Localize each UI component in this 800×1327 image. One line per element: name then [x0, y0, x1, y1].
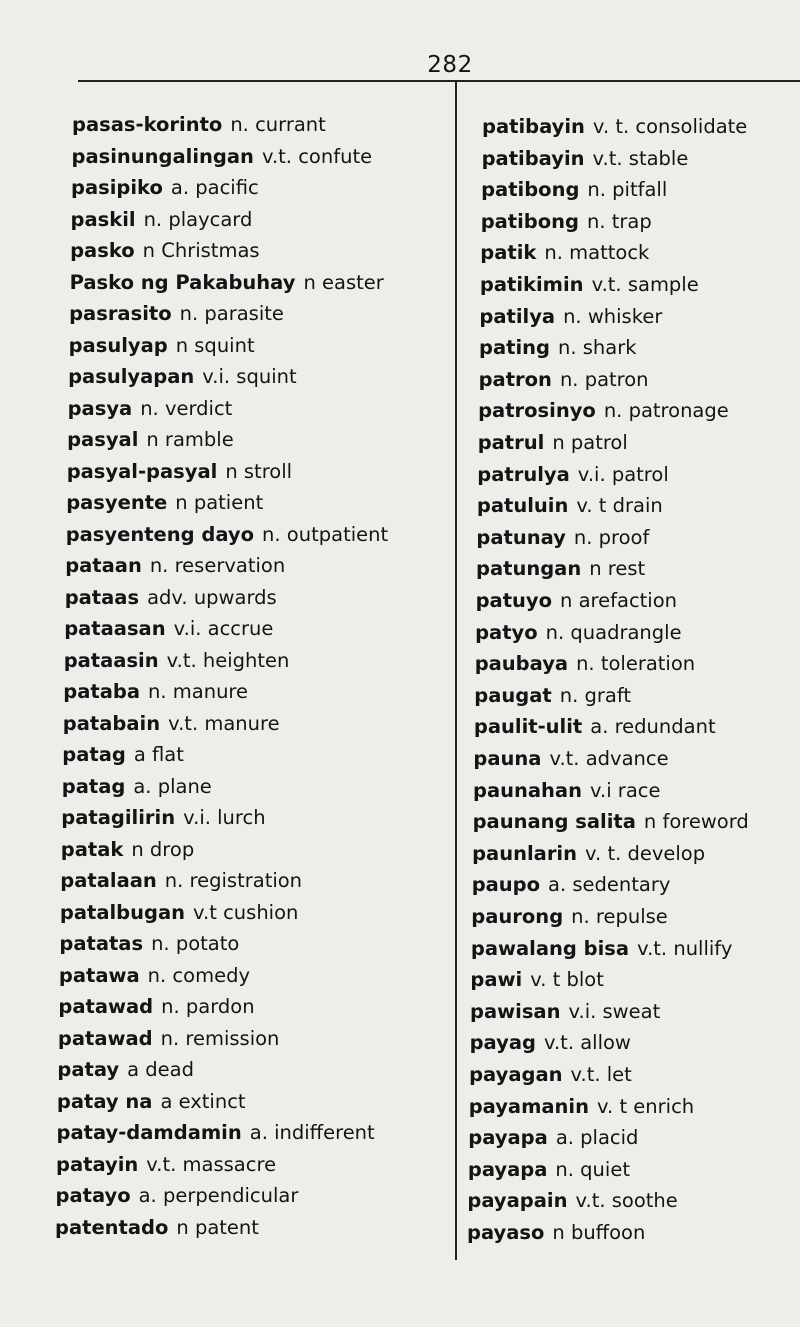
entry-definition: n. playcard [143, 207, 253, 231]
entry-headword: pataan [65, 554, 142, 577]
dictionary-entry [69, 301, 284, 327]
entry-headword: payag [469, 1031, 536, 1055]
entry-definition: v. t. consolidate [592, 115, 748, 138]
entry-definition: v.t. confute [261, 144, 373, 168]
entry-headword: patagilirin [61, 806, 176, 829]
entry-headword: patawad [57, 1026, 153, 1050]
entry-headword: paugat [474, 683, 552, 707]
entry-headword: pataas [64, 585, 140, 609]
entry-headword: patibayin [482, 115, 585, 138]
dictionary-entry [476, 588, 677, 614]
entry-definition: a. redundant [590, 715, 716, 739]
entry-headword: pauna [473, 747, 542, 770]
entry-headword: paunang salita [472, 810, 636, 834]
dictionary-entry [57, 1120, 375, 1146]
dictionary-entry [476, 525, 649, 551]
entry-headword: pataasan [64, 617, 166, 640]
entry-headword: paunahan [473, 778, 582, 802]
entry-headword: patak [60, 837, 124, 861]
dictionary-entry [66, 490, 263, 516]
dictionary-entry [68, 364, 297, 390]
entry-headword: patilya [479, 304, 556, 328]
dictionary-entry [470, 999, 660, 1025]
entry-headword: pasipiko [71, 176, 163, 199]
entry-definition: n drop [131, 837, 195, 861]
entry-headword: paurong [471, 905, 564, 928]
dictionary-entry [62, 774, 212, 800]
dictionary-entry [60, 900, 299, 926]
entry-definition: v.t. nullify [637, 936, 733, 960]
entry-definition: n. patronage [603, 399, 729, 423]
dictionary-entry [479, 304, 662, 330]
entry-definition: n. shark [557, 336, 637, 360]
dictionary-entry [470, 1030, 631, 1056]
entry-headword: patrul [477, 431, 545, 454]
entry-definition: a extinct [160, 1089, 246, 1113]
entry-headword: patag [61, 774, 126, 798]
column-divider [455, 80, 457, 1260]
dictionary-entry [477, 493, 663, 519]
entry-definition: n arefaction [560, 589, 678, 612]
dictionary-entry [480, 272, 699, 298]
entry-definition: n. quiet [555, 1157, 630, 1181]
entry-definition: v.t. advance [549, 747, 669, 770]
entry-headword: patibayin [481, 146, 585, 170]
dictionary-entry [469, 1094, 694, 1120]
entry-definition: n patent [176, 1215, 259, 1239]
entry-definition: n. remission [160, 1026, 280, 1050]
dictionary-entry [482, 114, 747, 140]
entry-headword: patawa [58, 963, 140, 987]
entry-headword: pasyenteng dayo [65, 522, 255, 546]
entry-definition: n squint [175, 333, 255, 357]
entry-definition: v.t. massacre [146, 1152, 277, 1176]
dictionary-entry [72, 144, 373, 170]
dictionary-entry [70, 238, 259, 264]
entry-definition: n easter [303, 270, 384, 294]
dictionary-entry [476, 556, 645, 582]
entry-definition: n stroll [225, 459, 293, 483]
entry-headword: patabain [62, 711, 161, 735]
entry-definition: n. pitfall [587, 178, 668, 202]
entry-headword: patibong [480, 209, 580, 233]
dictionary-entry [61, 805, 265, 831]
dictionary-entry [63, 711, 280, 737]
entry-definition: n. registration [164, 869, 303, 892]
dictionary-entry [59, 931, 239, 957]
entry-headword: pasyente [66, 491, 168, 514]
entry-headword: patungan [476, 557, 582, 581]
dictionary-entry [480, 240, 649, 266]
entry-headword: payapa [467, 1157, 548, 1181]
dictionary-entry [58, 1026, 280, 1052]
entry-definition: a. sedentary [548, 873, 671, 897]
dictionary-entry [478, 430, 628, 456]
entry-definition: v.i. lurch [183, 806, 266, 829]
dictionary-entry [68, 396, 233, 422]
entry-headword: pasinungalingan [71, 144, 254, 168]
entry-definition: n. parasite [179, 302, 284, 325]
entry-definition: v.t. manure [168, 711, 280, 735]
dictionary-entry [61, 837, 194, 863]
entry-headword: patyo [475, 620, 538, 644]
dictionary-entry [70, 270, 384, 296]
entry-headword: paunlarin [472, 841, 578, 865]
entry-definition: n. graft [559, 683, 632, 707]
dictionary-entry [55, 1215, 259, 1241]
entry-headword: pasrasito [69, 302, 172, 325]
entry-definition: n. outpatient [262, 522, 389, 546]
entry-definition: n. comedy [147, 963, 250, 987]
entry-definition: n ramble [146, 428, 234, 451]
entry-headword: payamanin [468, 1094, 590, 1118]
entry-definition: a dead [127, 1058, 194, 1081]
entry-headword: patay [57, 1058, 120, 1081]
page-number: 282 [427, 52, 473, 78]
entry-headword: patatas [59, 932, 144, 955]
entry-headword: pasulyapan [68, 365, 195, 388]
entry-definition: n Christmas [142, 239, 260, 262]
entry-definition: n patient [175, 491, 264, 514]
dictionary-entry [472, 841, 705, 867]
dictionary-entry [56, 1183, 299, 1209]
entry-headword: paupo [471, 873, 541, 897]
dictionary-entry [475, 651, 695, 677]
dictionary-entry [469, 1062, 632, 1088]
dictionary-entry [473, 809, 749, 835]
dictionary-entry [64, 616, 273, 642]
entry-definition: v. t blot [530, 968, 604, 992]
dictionary-entry [473, 746, 668, 772]
dictionary-entry [65, 585, 277, 611]
dictionary-entry [67, 459, 292, 485]
dictionary-entry [471, 936, 732, 962]
entry-definition: adv. upwards [147, 585, 277, 609]
dictionary-entry [69, 333, 255, 359]
dictionary-entry [470, 967, 603, 993]
entry-definition: n. quadrangle [545, 620, 682, 644]
entry-definition: v.t. sample [591, 273, 699, 296]
dictionary-entry [71, 175, 259, 201]
entry-headword: pataba [63, 680, 141, 703]
dictionary-entry [71, 207, 253, 233]
dictionary-entry [60, 868, 302, 894]
entry-definition: n. potato [151, 932, 240, 955]
entry-definition: n foreword [643, 810, 749, 834]
dictionary-entry [481, 177, 667, 203]
entry-headword: paulit-ulit [473, 715, 583, 739]
entry-definition: v.t. let [570, 1063, 632, 1086]
dictionary-entry [467, 1220, 645, 1246]
entry-headword: patayo [55, 1184, 131, 1207]
entry-headword: payagan [469, 1063, 563, 1086]
dictionary-entry [477, 462, 668, 488]
entry-definition: v.t. heighten [166, 648, 290, 672]
entry-definition: v.t cushion [193, 900, 299, 924]
dictionary-entry [475, 620, 682, 646]
dictionary-entry [72, 112, 326, 138]
entry-definition: n. verdict [140, 396, 233, 420]
entry-headword: pawisan [470, 999, 561, 1023]
dictionary-entry [66, 522, 388, 548]
entry-definition: n patrol [552, 431, 628, 454]
entry-definition: n buffoon [552, 1221, 646, 1244]
entry-headword: patikimin [479, 273, 584, 296]
entry-headword: pasya [67, 396, 133, 420]
dictionary-entry [467, 1188, 677, 1214]
entry-headword: patentado [55, 1215, 169, 1239]
dictionary-entry [472, 872, 671, 898]
entry-headword: paubaya [474, 652, 569, 676]
entry-headword: patawad [58, 995, 154, 1018]
entry-headword: patag [62, 743, 126, 766]
entry-headword: patron [478, 367, 552, 391]
header-rule [78, 80, 800, 82]
entry-definition: v.i race [589, 778, 661, 802]
entry-headword: pawi [470, 968, 523, 992]
dictionary-entry [56, 1152, 276, 1178]
entry-definition: v. t enrich [597, 1094, 695, 1118]
dictionary-entry [67, 427, 234, 453]
entry-definition: v.t. allow [543, 1031, 631, 1055]
entry-headword: patuluin [476, 494, 569, 518]
dictionary-entry [63, 679, 248, 705]
dictionary-entry [478, 398, 729, 424]
entry-definition: a flat [133, 743, 184, 766]
entry-headword: patuyo [475, 589, 553, 612]
dictionary-entry [468, 1157, 630, 1183]
entry-headword: pasas-korinto [72, 113, 223, 136]
entry-headword: patayin [56, 1152, 139, 1176]
dictionary-entry [474, 714, 716, 740]
entry-definition: v. t. develop [585, 841, 706, 865]
entry-headword: patay na [56, 1089, 153, 1113]
dictionary-entry [65, 553, 285, 579]
entry-headword: pataasin [63, 648, 159, 672]
dictionary-entry [57, 1057, 194, 1083]
entry-headword: pating [479, 336, 550, 360]
entry-definition: n. trap [587, 209, 652, 233]
entry-definition: n. proof [573, 525, 650, 549]
dictionary-entry [474, 683, 631, 709]
entry-headword: pasyal [67, 428, 139, 451]
entry-headword: patay-damdamin [56, 1121, 242, 1144]
entry-definition: n. repulse [571, 905, 668, 928]
dictionary-entry [62, 742, 184, 768]
entry-definition: n. manure [148, 680, 249, 703]
dictionary-entry [58, 994, 254, 1020]
entry-headword: pawalang bisa [470, 936, 630, 960]
entry-definition: v.i. accrue [173, 617, 274, 640]
entry-definition: n. currant [230, 113, 326, 136]
entry-headword: patalbugan [59, 900, 186, 924]
entry-definition: n. whisker [563, 304, 663, 328]
entry-definition: n. pardon [161, 995, 255, 1018]
dictionary-entry [57, 1089, 246, 1115]
entry-definition: a. perpendicular [138, 1184, 299, 1207]
dictionary-entry [59, 963, 250, 989]
dictionary-entry [473, 778, 661, 804]
dictionary-entry [481, 209, 652, 235]
entry-headword: paskil [70, 207, 136, 231]
dictionary-entry [64, 648, 290, 674]
entry-headword: patik [480, 241, 537, 265]
entry-definition: n. patron [559, 367, 649, 391]
entry-headword: patunay [476, 525, 566, 549]
entry-headword: pasyal-pasyal [66, 459, 218, 483]
dictionary-entry [471, 904, 668, 930]
entry-definition: v.t. stable [592, 146, 689, 170]
dictionary-entry [482, 146, 689, 172]
entry-definition: a. placid [555, 1126, 639, 1150]
entry-headword: patrosinyo [478, 399, 596, 423]
entry-definition: v.i. squint [202, 365, 297, 388]
entry-definition: n. toleration [576, 652, 696, 676]
entry-definition: n. reservation [149, 554, 286, 577]
entry-definition: v.i. sweat [568, 999, 661, 1023]
entry-definition: a. pacific [170, 176, 259, 199]
entry-definition: n rest [589, 557, 646, 581]
dictionary-entry [479, 367, 649, 393]
entry-headword: payapa [468, 1126, 548, 1150]
entry-definition: a. plane [133, 774, 212, 798]
entry-headword: pasko [70, 239, 135, 262]
entry-definition: v.i. patrol [577, 462, 669, 486]
entry-headword: pasulyap [68, 333, 168, 357]
entry-headword: patalaan [60, 869, 157, 892]
dictionary-entry [479, 335, 637, 361]
dictionary-entry [468, 1125, 638, 1151]
entry-headword: patrulya [477, 462, 570, 486]
entry-headword: patibong [481, 178, 580, 202]
entry-definition: n. mattock [544, 241, 650, 265]
entry-definition: a. indifferent [249, 1121, 375, 1144]
entry-headword: payapain [467, 1189, 568, 1213]
entry-headword: Pasko ng Pakabuhay [69, 270, 296, 294]
entry-headword: payaso [467, 1221, 545, 1244]
entry-definition: v. t drain [576, 494, 663, 518]
entry-definition: v.t. soothe [575, 1189, 678, 1213]
